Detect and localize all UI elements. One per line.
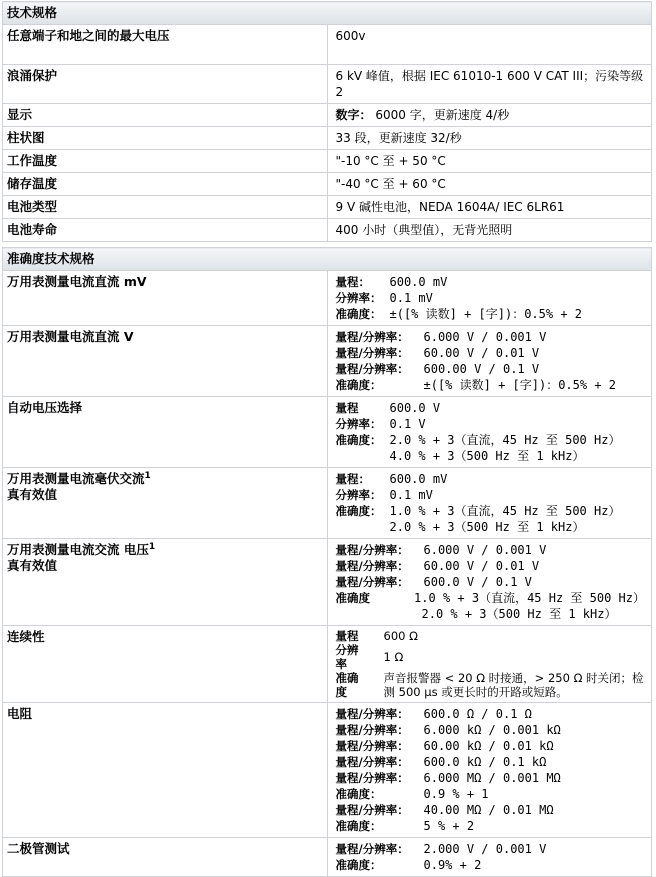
table-row [3,104,652,127]
line-label: 量程： [335,275,370,289]
line-label: 准确度： [335,378,382,392]
spec-key: 显示 [3,104,328,127]
spec-key: 万用表测量电流毫伏交流 [7,471,145,486]
spec-value: "-40 °C 至 + 60 °C [327,173,652,196]
spec-key-line2: 真有效值 [7,487,58,502]
line-label: 量程 [335,401,359,415]
spec-key: 电池类型 [3,196,328,219]
line-label: 量程/分辨率： [335,755,409,769]
line-value: 2.0 % + 3（500 Hz 至 1 kHz） [421,607,617,621]
line-label: 准确度： [335,858,382,872]
line-value: 600 Ω [383,629,418,643]
spec-value: 600v [327,25,652,65]
line-label: 准确度： [335,787,382,801]
spec-key: 万用表测量电流直流 mV [3,271,328,326]
tech-specs-header: 技术规格 [3,2,652,25]
spec-key: 浪涌保护 [3,65,328,104]
line-value: 0.9% + 2 [423,858,482,872]
spec-value: 9 V 碱性电池，NEDA 1604A/ IEC 6LR61 [327,196,652,219]
line-value: 2.000 V / 0.001 V [423,842,547,856]
spec-value: 6 kV 峰值，根据 IEC 61010-1 600 V CAT III；污染等级 2 [327,65,652,104]
line-label [336,448,390,464]
line-value: 0.1 mV [389,488,433,502]
line-label: 准确度 [335,591,370,605]
line-label: 量程/分辨率： [335,723,409,737]
footnote-marker: 1 [144,470,151,481]
line-label: 准确度： [335,433,382,447]
spec-value-label: 数字： [335,108,372,122]
spec-key: 连续性 [3,626,328,703]
table-row [3,219,652,242]
spec-key: 万用表测量电流直流 V [3,326,328,397]
table-row [3,127,652,150]
spec-key: 电阻 [3,703,328,838]
accuracy-specs-header: 准确度技术规格 [3,248,652,271]
spec-key: 电池寿命 [3,219,328,242]
line-label: 准确度： [335,819,382,833]
line-value: 60.00 V / 0.01 V [423,559,540,573]
line-value: 600.0 V / 0.1 V [423,575,532,589]
table-row [3,65,652,104]
line-value: 60.00 V / 0.01 V [423,346,540,360]
line-label [336,606,422,622]
line-label: 分辨率： [335,488,382,502]
table-row [3,326,652,397]
spec-value-cell [327,104,652,127]
spec-key: 储存温度 [3,173,328,196]
line-label: 量程/分辨率： [335,739,409,753]
line-label: 量程/分辨率： [335,330,409,344]
spec-value-cell [327,397,652,468]
table-row [3,397,652,468]
line-value: 声音报警器 < 20 Ω 时接通，> 250 Ω 时关闭；检测 500 µs 或更长时的开路或短路。 [383,671,644,699]
spec-value: 33 段，更新速度 32/秒 [327,127,652,150]
spec-key: 万用表测量电流交流 电压 [7,542,149,557]
table-row [3,271,652,326]
line-value: 1.0 % + 3（直流，45 Hz 至 500 Hz） [414,591,645,605]
line-label: 量程/分辨率： [335,559,409,573]
line-label: 量程/分辨率： [335,362,409,376]
tech-specs-table [2,1,652,242]
line-value: 0.9 % + 1 [423,787,489,801]
spec-key: 工作温度 [3,150,328,173]
line-label [336,519,390,535]
line-label: 分辨率： [335,291,382,305]
table-row [3,173,652,196]
line-value: 600.0 mV [389,275,448,289]
accuracy-specs-table [2,247,652,877]
line-label: 量程： [335,472,370,486]
table-row [3,196,652,219]
spec-value-cell [327,468,652,539]
line-label: 量程/分辨率： [335,346,409,360]
spec-key-cell [3,468,328,539]
line-label: 准确度： [335,504,382,518]
line-value: 1 Ω [383,650,404,664]
line-value: 6.000 kΩ / 0.001 kΩ [423,723,561,737]
spec-value-cell [327,271,652,326]
spec-key: 自动电压选择 [3,397,328,468]
line-value: 600.00 V / 0.1 V [423,362,540,376]
line-label: 量程/分辨率： [335,803,409,817]
spec-value-cell [327,703,652,838]
line-label: 量程/分辨率： [335,543,409,557]
line-value: 1.0 % + 3（直流，45 Hz 至 500 Hz） [389,504,621,518]
spec-value: "-10 °C 至 + 50 °C [327,150,652,173]
spec-key: 二极管测试 [3,838,328,877]
line-label: 量程/分辨率： [335,707,409,721]
spec-value-cell [327,626,652,703]
line-label: 量程 [335,629,359,643]
table-row [3,539,652,626]
table-row [3,150,652,173]
spec-key-line2: 真有效值 [7,558,58,573]
line-value: 5 % + 2 [423,819,475,833]
line-value: 0.1 mV [389,291,433,305]
table-row [3,626,652,703]
spec-value: 6000 字，更新速度 4/秒 [375,108,510,122]
spec-key-cell [3,539,328,626]
line-value: 600.0 kΩ / 0.1 kΩ [423,755,547,769]
line-label: 量程/分辨率： [335,575,409,589]
table-row [3,838,652,877]
spec-value-cell [327,539,652,626]
line-label: 量程/分辨率： [335,771,409,785]
footnote-marker: 1 [148,541,156,552]
line-value: 600.0 Ω / 0.1 Ω [423,707,532,721]
line-label: 准确度 [335,671,359,699]
line-label: 分辨率 [335,643,359,671]
line-value: 2.0 % + 3（500 Hz 至 1 kHz） [389,520,585,534]
line-value: 40.00 MΩ / 0.01 MΩ [423,803,554,817]
spec-value-cell [327,838,652,877]
line-value: ±([% 读数] + [字])：0.5% + 2 [423,378,616,392]
table-row [3,468,652,539]
table-row [3,703,652,838]
line-value: 6.000 MΩ / 0.001 MΩ [423,771,561,785]
table-row [3,25,652,65]
line-value: 6.000 V / 0.001 V [423,330,547,344]
line-value: 0.1 V [389,417,426,431]
line-value: 600.0 V [389,401,441,415]
spec-value: 400 小时（典型值），无背光照明 [327,219,652,242]
spec-key: 柱状图 [3,127,328,150]
line-value: 600.0 mV [389,472,448,486]
line-value: 60.00 kΩ / 0.01 kΩ [423,739,554,753]
line-value: 6.000 V / 0.001 V [423,543,547,557]
line-label: 分辨率： [335,417,382,431]
line-value: 4.0 % + 3（500 Hz 至 1 kHz） [389,449,585,463]
line-value: 2.0 % + 3（直流，45 Hz 至 500 Hz） [389,433,621,447]
spec-key: 任意端子和地之间的最大电压 [3,25,328,65]
spec-value-cell [327,326,652,397]
line-value: ±([% 读数] + [字])：0.5% + 2 [389,307,582,321]
line-label: 量程/分辨率： [335,842,409,856]
line-label: 准确度： [335,307,382,321]
